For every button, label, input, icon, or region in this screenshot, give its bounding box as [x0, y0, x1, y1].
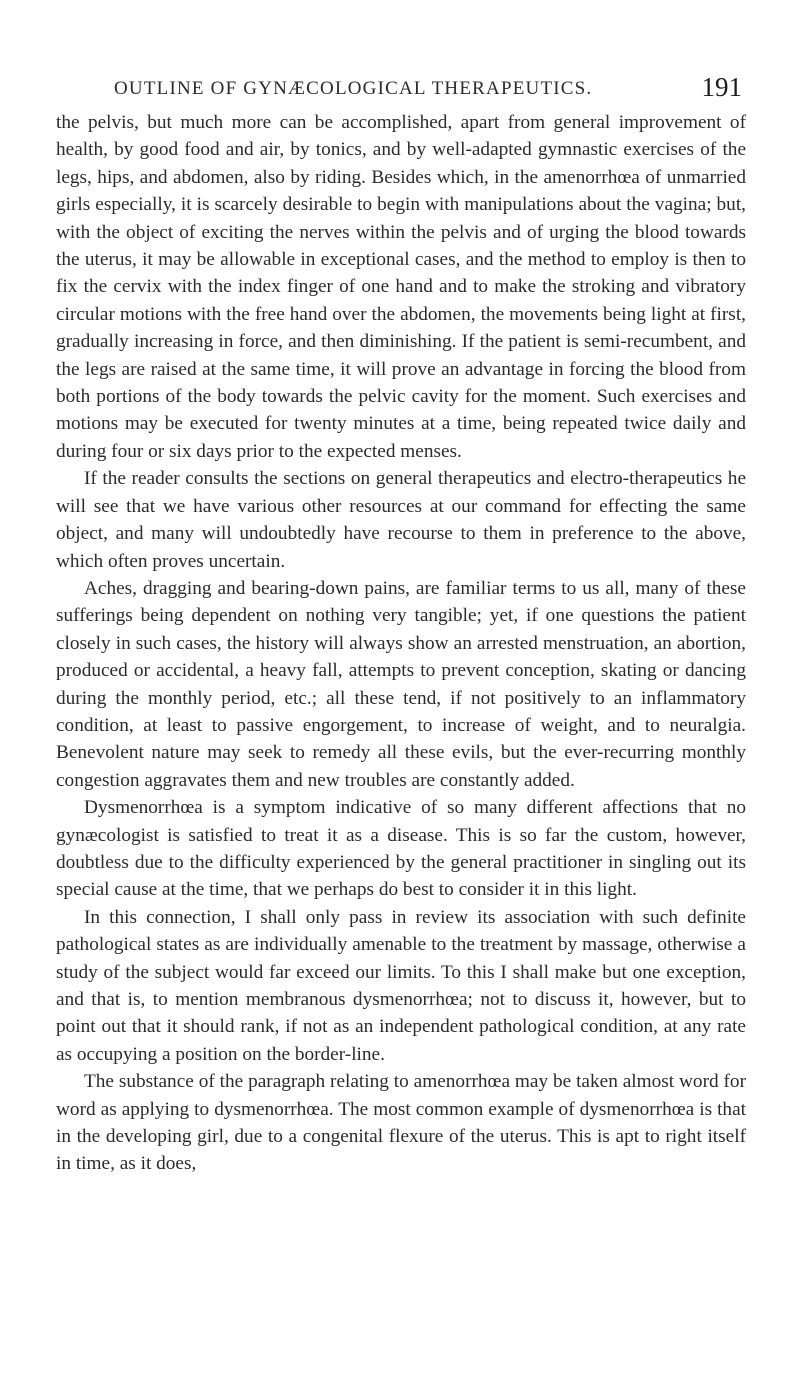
paragraph-amenorrhoea-continued: the pelvis, but much more can be accomplished, apart from general improvement of health, by good food and air, by tonics, and by well-adapted gymnastic exercises of the legs, hips, and abdomen, also by riding. Besides which, in the amenorrhœa of unmarried girls especially, it is scarcely desirable to begin with manipulations about the vagina; but, with the object of exciting the nerves within the pelvis and of urging the blood towards the uterus, it may be allowable in exceptional cases, and the method to employ is then to fix the cervix with the index finger of one hand and to make the stroking and vibratory circular motions with the free hand over the abdomen, the movements being light at first, gradually increasing in force, and then diminishing. If the patient is semi-recumbent, and the legs are raised at the same time, it will prove an advantage in forcing the blood from both portions of the body towards the pelvic cavity for the moment. Such exercises and motions may be executed for twenty minutes at a time, being repeated twice daily and during four or six days prior to the expected menses.: [56, 112, 746, 462]
paragraph-dysmenorrhoea-symptom: Dysmenorrhœa is a symptom indicative of so many different affections that no gynæcologist is satisfied to treat it as a disease. This is so far the custom, however, doubtless due to the difficulty experienced by the general practitioner in singling out its special cause at the time, that we perhaps do best to consider it in this light.: [56, 797, 746, 901]
paragraph-congenital-flexure: The substance of the paragraph relating to amenorrhœa may be taken almost word for word as applying to dysmenorrhœa. The most common example of dysmenorrhœa is that in the developing girl, due to a congenital flexure of the uterus. This is apt to right itself in time, as it does,: [56, 1071, 746, 1175]
body-text: [56, 109, 746, 1178]
page-number: 191: [701, 72, 742, 102]
paragraph-pathological-states: In this connection, I shall only pass in review its association with such definite pathological states as are individually amenable to the treatment by massage, otherwise a study of the subject would far exceed our limits. To this I shall make but one exception, and that is, to mention membranous dysmenorrhœa; not to discuss it, however, but to point out that it should rank, if not as an independent pathological condition, at any rate as occupying a position on the border-line.: [56, 906, 746, 1065]
running-title: OUTLINE OF GYNÆCOLOGICAL THERAPEUTICS.: [114, 78, 593, 99]
paragraph-therapeutic-resources: If the reader consults the sections on general therapeutics and electro-therapeutics he will see that we have various other resources at our command for effecting the same object, and many will undoubtedly have recourse to them in preference to the above, which often proves uncertain.: [56, 468, 746, 572]
paragraph-aches-and-pains: Aches, dragging and bearing-down pains, are familiar terms to us all, many of these sufferings being dependent on nothing very tangible; yet, if one questions the patient closely in such cases, the history will always show an arrested menstruation, an abortion, produced or accidental, a heavy fall, attempts to prevent conception, skating or dancing during the monthly period, etc.; all these tend, if not positively to an inflammatory condition, at least to passive engorgement, to increase of weight, and to neuralgia. Benevolent nature may seek to remedy all these evils, but the ever-recurring monthly congestion aggravates them and new troubles are constantly added.: [56, 577, 746, 791]
running-head: [56, 72, 742, 104]
